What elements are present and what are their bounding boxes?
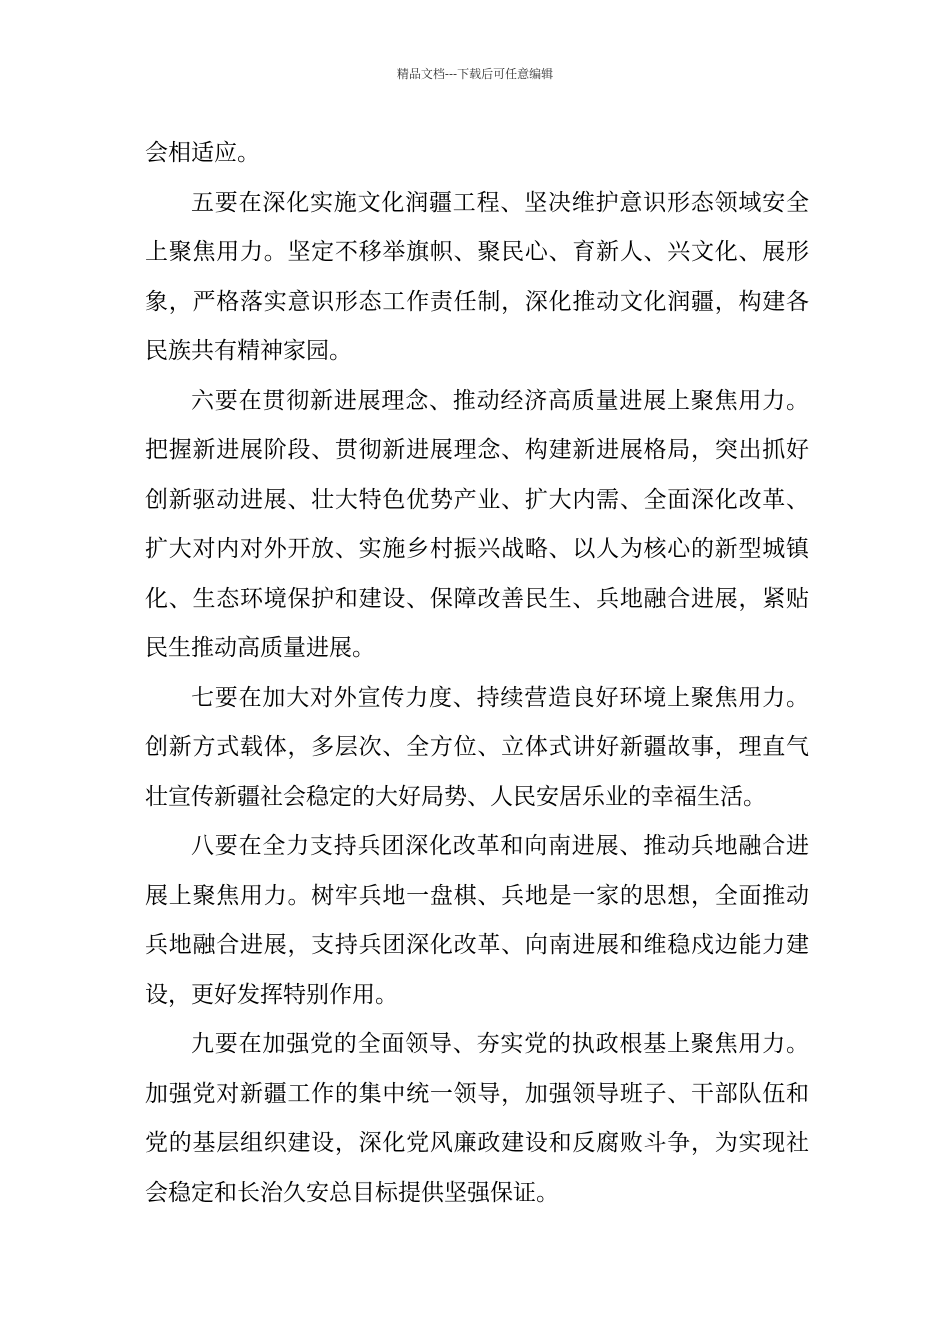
paragraph-continued: 会相适应。	[145, 140, 260, 166]
paragraph-item-5: 五要在深化实施文化润疆工程、坚决维护意识形态领域安全上聚焦用力。坚定不移举旗帜、聚民心、育新人、兴文化、展形象，严格落实意识形态工作责任制，深化推动文化润疆，构建各民族共有精神家园。	[145, 189, 809, 364]
page-header: 精品文档---下载后可任意编辑	[396, 67, 554, 81]
paragraph-item-6: 六要在贯彻新进展理念、推动经济高质量进展上聚焦用力。把握新进展阶段、贯彻新进展理念、构建新进展格局，突出抓好创新驱动进展、壮大特色优势产业、扩大内需、全面深化改革、扩大对内对外开放、实施乡村振兴战略、以人为核心的新型城镇化、生态环境保护和建设、保障改善民生、兵地融合进展，紧贴民生推动高质量进展。	[145, 387, 809, 661]
paragraph-item-9: 九要在加强党的全面领导、夯实党的执政根基上聚焦用力。加强党对新疆工作的集中统一领导，加强领导班子、干部队伍和党的基层组织建设，深化党风廉政建设和反腐败斗争，为实现社会稳定和长治久安总目标提供坚强保证。	[145, 1031, 809, 1206]
paragraph-item-8: 八要在全力支持兵团深化改革和向南进展、推动兵地融合进展上聚焦用力。树牢兵地一盘棋、兵地是一家的思想，全面推动兵地融合进展，支持兵团深化改革、向南进展和维稳戍边能力建设，更好发挥特别作用。	[145, 833, 809, 1008]
paragraph-item-7: 七要在加大对外宣传力度、持续营造良好环境上聚焦用力。创新方式载体，多层次、全方位、立体式讲好新疆故事，理直气壮宣传新疆社会稳定的大好局势、人民安居乐业的幸福生活。	[145, 684, 809, 810]
document-body	[145, 129, 809, 1218]
